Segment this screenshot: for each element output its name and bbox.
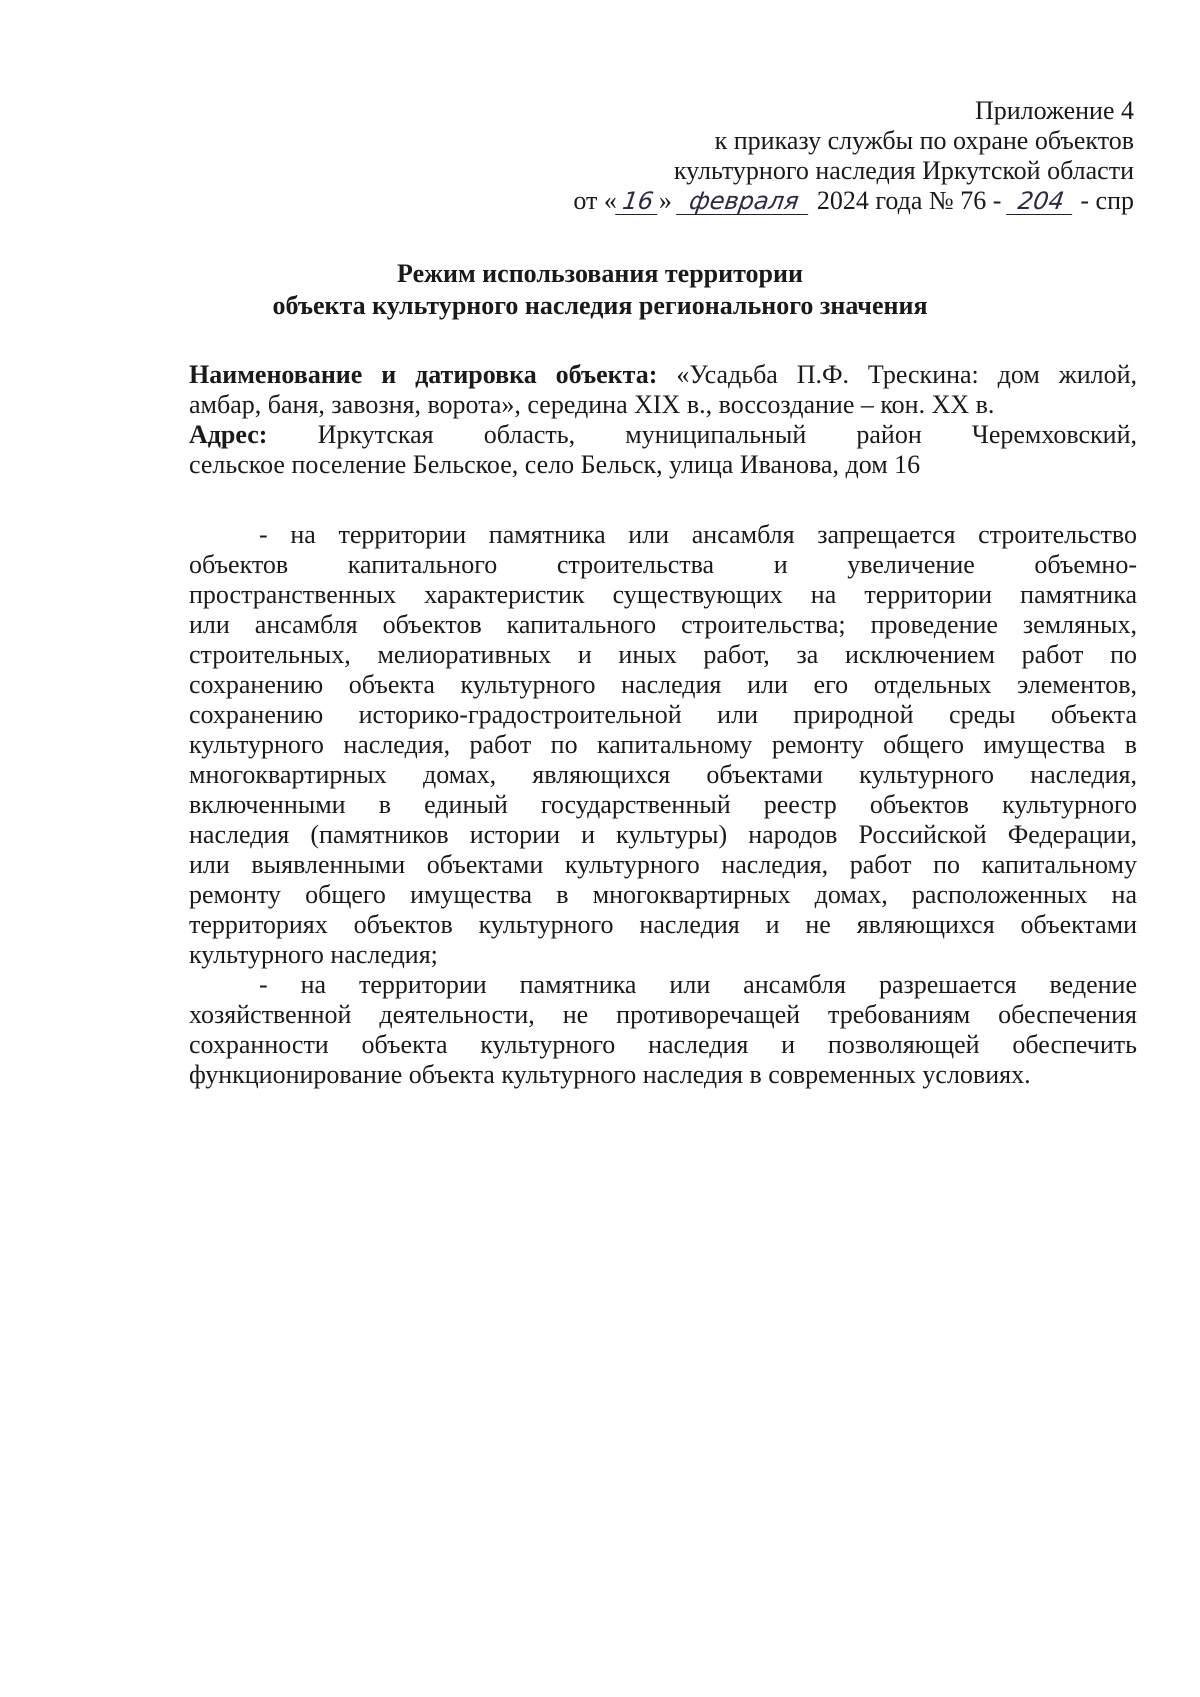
object-name-text-1: «Усадьба П.Ф. Трескина: дом жилой, — [676, 360, 1138, 389]
body-line: пространственных характеристик существующих на территории памятника — [189, 580, 1137, 609]
title-line-1: Режим использования территории — [397, 259, 803, 288]
address-text-1: Иркутская область, муниципальный район Черемховский, — [317, 420, 1137, 449]
body-line: многоквартирных домах, являющихся объектами культурного наследия, — [189, 760, 1137, 789]
body-line: включенными в единый государственный реестр объектов культурного — [189, 790, 1137, 819]
body-line: - на территории памятника или ансамбля запрещается строительство — [259, 520, 1137, 549]
body-line: культурного наследия; — [189, 940, 438, 969]
body-line: территориях объектов культурного наследия и не являющихся объектами — [189, 910, 1137, 939]
appendix-ref-line-2: культурного наследия Иркутской области — [673, 156, 1134, 185]
body-line: наследия (памятников истории и культуры) народов Российской Федерации, — [189, 820, 1137, 849]
handwritten-order-number: 204 — [1006, 188, 1076, 215]
body-line: объектов капитального строительства и увеличение объемно- — [189, 550, 1137, 579]
body-line: или выявленными объектами культурного наследия, работ по капитальному — [189, 850, 1137, 879]
body-line: культурного наследия, работ по капитальному ремонту общего имущества в — [189, 730, 1137, 759]
appendix-header — [573, 96, 1134, 216]
object-name-label: Наименование и датировка объекта: — [189, 360, 658, 389]
address-label: Адрес: — [189, 420, 268, 449]
document-title — [0, 258, 1200, 322]
body-line: - на территории памятника или ансамбля разрешается ведение — [259, 970, 1137, 999]
address-line-2: сельское поселение Бельское, село Бельск, улица Иванова, дом 16 — [189, 450, 921, 479]
body-line: сохранности объекта культурного наследия и позволяющей обеспечить — [189, 1030, 1137, 1059]
order-suffix: - спр — [1080, 186, 1134, 215]
body-line: или ансамбля объектов капитального строительства; проведение земляных, — [189, 610, 1137, 639]
date-year-text: 2024 года № 76 - — [816, 186, 1002, 215]
date-prefix: от « — [573, 186, 617, 215]
handwritten-day: 16 — [615, 188, 661, 215]
body-line: функционирование объекта культурного наследия в современных условиях. — [189, 1060, 1031, 1089]
appendix-number: Приложение 4 — [974, 96, 1134, 125]
body-line: сохранению историко-градостроительной или природной среды объекта — [189, 700, 1137, 729]
body-line: сохранению объекта культурного наследия или его отдельных элементов, — [189, 670, 1137, 699]
address-line-1 — [189, 420, 1137, 450]
date-quote-close: » — [658, 186, 672, 215]
body-line: хозяйственной деятельности, не противоречащей требованиям обеспечения — [189, 1000, 1137, 1029]
object-info — [189, 360, 1137, 480]
appendix-ref-line-1: к приказу службы по охране объектов — [714, 126, 1134, 155]
object-name-line-1 — [189, 360, 1137, 390]
regime-text — [189, 520, 1137, 1090]
body-line: ремонту общего имущества в многоквартирных домах, расположенных на — [189, 880, 1137, 909]
handwritten-month: февраля — [676, 188, 812, 215]
object-name-line-2: амбар, баня, завозня, ворота», середина XIX в., воссоздание – кон. XX в. — [189, 390, 995, 419]
appendix-date-line — [573, 186, 1134, 216]
body-line: строительных, мелиоративных и иных работ, за исключением работ по — [189, 640, 1137, 669]
title-line-2: объекта культурного наследия регионального значения — [272, 291, 928, 320]
